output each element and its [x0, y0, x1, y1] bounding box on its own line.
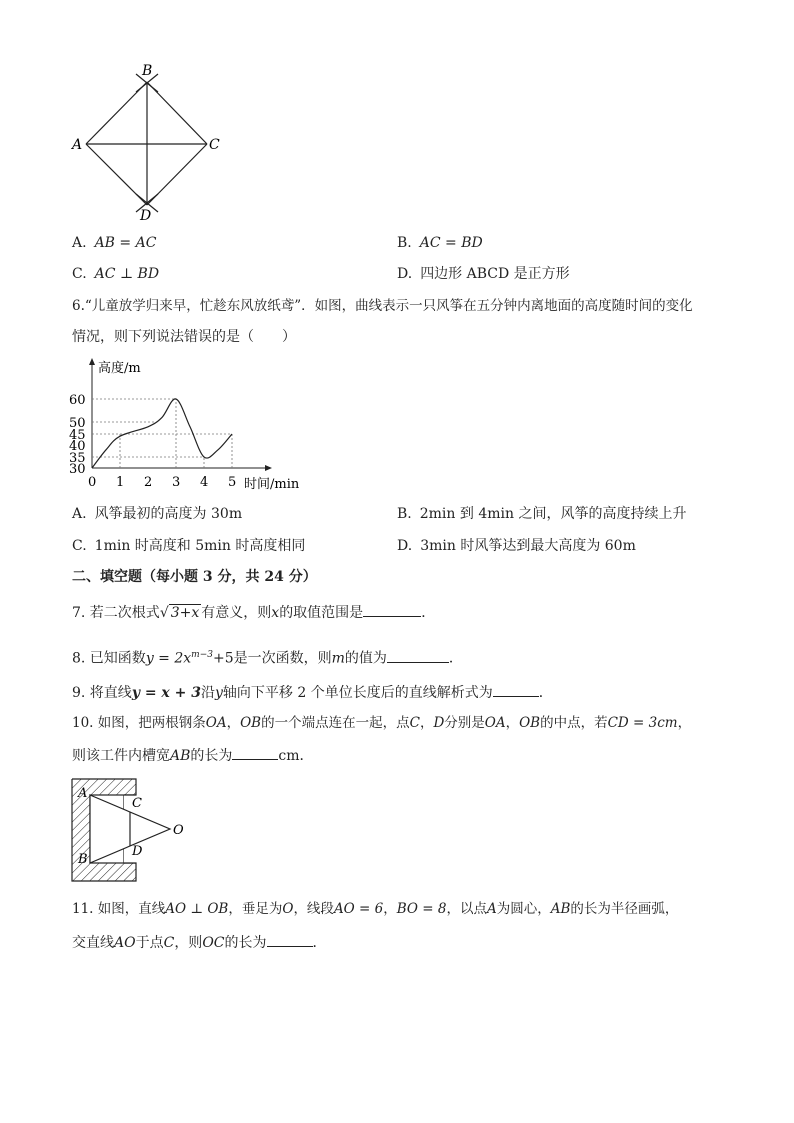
label-c: C: [132, 796, 142, 811]
q10-oa-2: OA: [484, 715, 506, 731]
option-text: AB = AC: [94, 235, 157, 251]
q7-mid: 有意义，则: [201, 605, 272, 621]
x-tick-label: 1: [116, 475, 125, 490]
option-label: A.: [72, 235, 87, 251]
q11-text-7: 的长为半径画弧，: [570, 901, 679, 917]
q5-option-b[interactable]: [397, 234, 483, 252]
q10-line1: 10. 如图，把两根钢条OA，OB的一个端点连在一起，点C，D分别是OA，OB的中点，若CD = 3cm，: [72, 715, 692, 731]
answer-blank[interactable]: [232, 745, 278, 760]
q10-text-3: 分别是: [444, 715, 485, 731]
q8-pre: 8. 已知函数: [72, 650, 146, 667]
answer-blank[interactable]: [387, 648, 449, 663]
q10-line2: [72, 745, 314, 765]
q10-ob: OB: [240, 715, 262, 731]
q11-text-8: 交直线: [72, 935, 114, 951]
q10-text-4: 的中点，若: [540, 715, 608, 731]
q10-oa: OA: [205, 715, 227, 731]
y-tick-label: 35: [69, 451, 86, 466]
option-label: B.: [397, 235, 412, 251]
q11-text-1: 11. 如图，直线: [72, 901, 166, 917]
edge-ab: [86, 82, 147, 144]
y-tick-label: 45: [69, 428, 86, 443]
x-tick-label: 0: [88, 475, 97, 490]
option-label: D.: [397, 266, 413, 282]
q9-mid: 沿: [201, 685, 215, 701]
q11-text-3: ，线段: [293, 901, 334, 917]
q10-c: C: [409, 715, 420, 731]
q8-formula-tail: +5: [212, 650, 234, 667]
option-text: AC ⊥ BD: [94, 266, 160, 282]
option-text: 1min 时高度和 5min 时高度相同: [94, 538, 306, 554]
y-tick-label: 60: [69, 393, 86, 408]
q6-option-d[interactable]: [397, 537, 636, 555]
label-d: D: [132, 844, 143, 859]
height-curve: [92, 399, 232, 468]
option-text: 3min 时风筝达到最大高度为 60m: [420, 538, 636, 554]
option-label: B.: [397, 506, 412, 522]
answer-blank[interactable]: [493, 682, 539, 697]
q7: [72, 602, 435, 622]
option-text: 风筝最初的高度为 30m: [94, 506, 243, 522]
label-b: B: [142, 63, 153, 79]
label-c: C: [209, 137, 220, 153]
label-d: D: [140, 208, 152, 224]
label-o: O: [173, 823, 184, 838]
x-axis-arrow: [265, 465, 272, 471]
label-a: A: [78, 786, 88, 801]
q11-text-5: ，以点: [446, 901, 487, 917]
q7-end: ．: [421, 605, 436, 621]
q9-end: ．: [538, 685, 553, 701]
q10-ob-2: OB: [519, 715, 541, 731]
q8-mid: 是一次函数，则: [233, 650, 332, 667]
q6-stem-line2: 情况，则下列说法错误的是（ ）: [72, 329, 296, 345]
q11-a: A: [486, 901, 497, 917]
q11-text-4: ，: [383, 901, 397, 917]
q6-option-c[interactable]: [72, 537, 305, 555]
rhombus-figure: [68, 62, 228, 224]
answer-blank[interactable]: [267, 932, 313, 947]
q9-formula: y = x + 3: [131, 685, 201, 701]
answer-blank[interactable]: [363, 602, 421, 617]
q10-unit: cm．: [278, 748, 314, 764]
edge-bc: [147, 82, 207, 144]
q8-exponent: m−3: [191, 650, 213, 660]
q8-var: m: [331, 650, 345, 667]
q7-pre: 7. 若二次根式: [72, 605, 160, 621]
q11-oc: OC: [202, 935, 225, 951]
y-axis-label: 高度/m: [98, 361, 141, 376]
sqrt-expression: √ 3+x: [159, 605, 200, 621]
kite-height-chart: [60, 355, 320, 495]
option-text: 四边形 ABCD 是正方形: [420, 266, 570, 282]
x-tick-label: 3: [172, 475, 181, 490]
workpiece-figure: [68, 775, 198, 887]
q6-option-b[interactable]: [397, 505, 686, 523]
x-tick-label: 4: [200, 475, 209, 490]
q9-post: 轴向下平移 2 个单位长度后的直线解析式为: [222, 685, 493, 701]
y-tick-label: 40: [69, 439, 86, 454]
x-tick-label: 2: [144, 475, 153, 490]
q7-post: 的取值范围是: [279, 605, 364, 621]
q6-option-a[interactable]: [72, 505, 242, 523]
q10-text-7: 的长为: [190, 748, 233, 764]
q6-stem-line1: 6.“儿童放学归来早，忙趁东风放纸鸢”．如图，曲线表示一只风筝在五分钟内离地面的高度随时间的变化: [72, 298, 693, 314]
q8-formula: y = 2x: [145, 650, 192, 667]
option-label: D.: [397, 538, 413, 554]
q8-end: ．: [448, 650, 463, 667]
q10-d: D: [433, 715, 445, 731]
q11-line2: [72, 932, 327, 952]
q11-text-6: 为圆心，: [496, 901, 551, 917]
option-text: AC = BD: [419, 235, 483, 251]
q11-bo: BO = 8: [396, 901, 447, 917]
q11-text-10: ，则: [174, 935, 203, 951]
q5-option-c[interactable]: [72, 265, 159, 283]
section-title: 二、填空题（每小题 3 分，共 24 分）: [72, 569, 317, 585]
q11-end: ．: [312, 935, 327, 951]
option-text: 2min 到 4min 之间，风筝的高度持续上升: [419, 506, 687, 522]
option-label: C.: [72, 538, 87, 554]
q10-text-1: 10. 如图，把两根钢条: [72, 715, 206, 731]
y-axis-arrow: [89, 358, 95, 365]
radicand: 3+x: [170, 605, 200, 621]
q10-ab: AB: [170, 748, 191, 764]
label-b: B: [78, 852, 88, 867]
q11-ao: AO = 6: [333, 901, 384, 917]
q8: [72, 646, 463, 668]
q7-var: x: [271, 605, 280, 621]
q9: [72, 682, 553, 702]
q10-text-6: 则该工件内槽宽: [72, 748, 170, 764]
q10-cd: CD = 3cm: [607, 715, 678, 731]
q10-text-5: ，: [677, 715, 692, 731]
y-tick-label: 30: [69, 462, 86, 477]
q9-var: y: [215, 685, 223, 701]
q9-pre: 9. 将直线: [72, 685, 132, 701]
q5-option-d[interactable]: [397, 265, 570, 283]
q10-text-2: 的一个端点连在一起，点: [261, 715, 410, 731]
q11-ab: AB: [550, 901, 571, 917]
q11-c: C: [163, 935, 175, 951]
q8-post: 的值为: [344, 650, 387, 667]
q11-ao2: AO: [114, 935, 136, 951]
q10-comma: ，: [226, 715, 241, 731]
option-label: A.: [72, 506, 87, 522]
y-tick-label: 50: [69, 416, 86, 431]
q11-line1: [72, 900, 678, 918]
x-tick-label: 5: [228, 475, 237, 490]
q11-text-11: 的长为: [224, 935, 267, 951]
q11-perp: AO ⊥ OB: [165, 901, 229, 917]
q11-text-2: ，垂足为: [228, 901, 283, 917]
q5-option-a[interactable]: [72, 234, 156, 252]
x-axis-label: 时间/min: [244, 477, 300, 492]
label-a: A: [72, 137, 83, 153]
option-label: C.: [72, 266, 87, 282]
q11-text-9: 于点: [135, 935, 164, 951]
q11-o: O: [282, 901, 294, 917]
